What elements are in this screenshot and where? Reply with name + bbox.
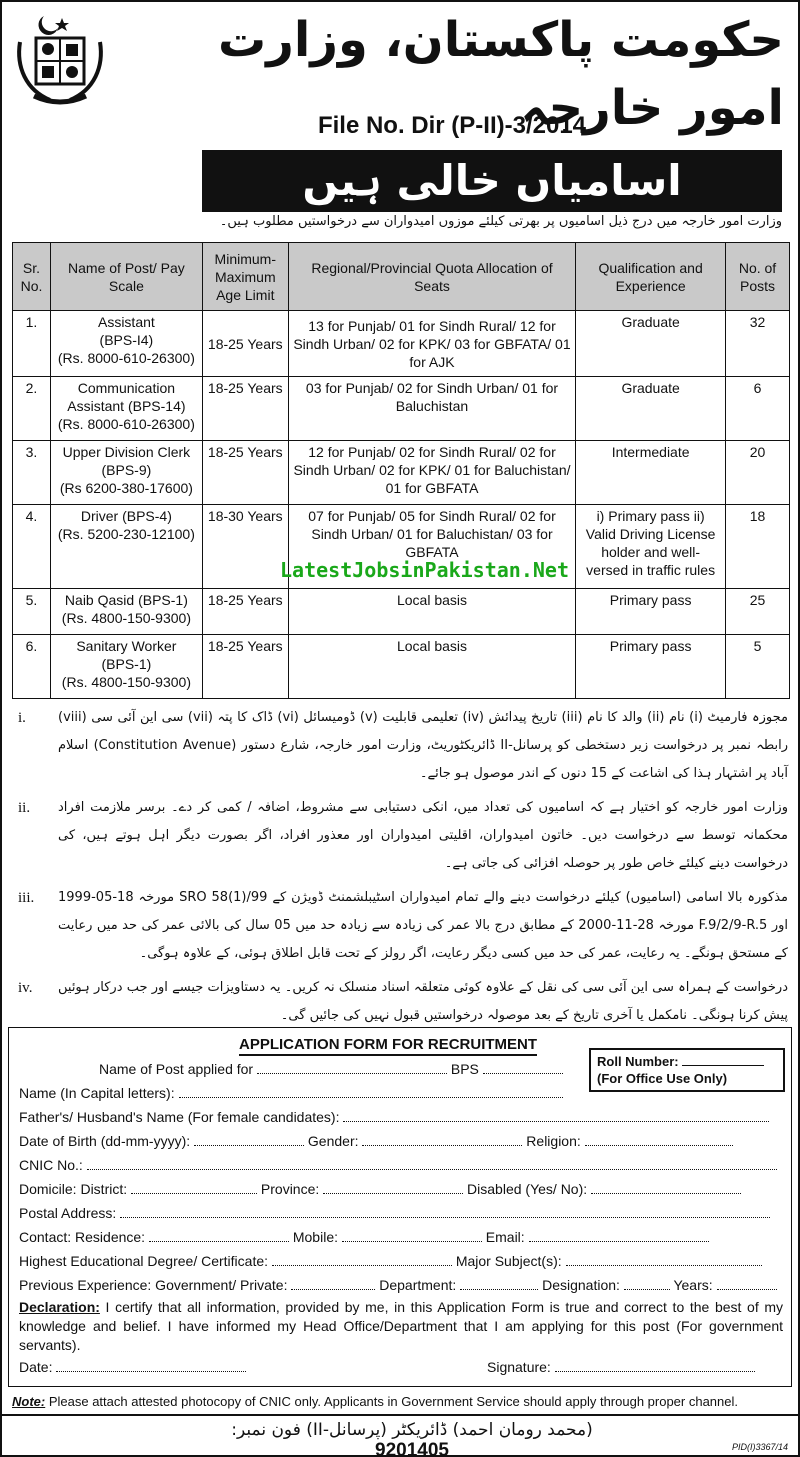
date-label: Date: [19,1359,53,1375]
row-age: 18-25 Years [202,635,288,699]
row-age: 18-25 Years [202,311,288,377]
office-use-note: (For Office Use Only) [597,1071,728,1086]
email-label: Email: [485,1229,525,1245]
table-row [13,311,790,377]
row-qualification: Graduate [576,377,726,441]
row-post [50,589,202,635]
list-item [18,974,788,1030]
row-quota: 12 for Punjab/ 02 for Sindh Rural/ 02 for Sindh Urban/ 02 for KPK/ 01 for Baluchistan/ 01 for GBFATA [288,441,575,505]
table-row [13,589,790,635]
row-post [50,505,202,589]
email-field[interactable] [529,1228,709,1242]
domicile-row [19,1180,741,1197]
post-scale: (BPS-1) [101,656,152,672]
intro-text: وزارت امور خارجہ میں درج ذیل اسامیوں پر بھرتی کیلئے موزوں امیدواران سے درخواستیں مطلوب ہیں۔ [219,214,782,229]
row-quota: Local basis [288,635,575,699]
gender-field[interactable] [362,1132,522,1146]
row-post [50,635,202,699]
degree-label: Highest Educational Degree/ Certificate: [19,1253,269,1269]
row-posts: 18 [726,505,790,589]
name-field[interactable] [179,1084,563,1098]
cnic-field[interactable] [87,1156,777,1170]
postal-address-row [19,1204,770,1221]
row-age: 18-25 Years [202,377,288,441]
major-field[interactable] [566,1252,762,1266]
row-posts: 32 [726,311,790,377]
state-emblem-icon [14,12,106,108]
application-form [8,1027,792,1387]
table-header-row [13,243,790,311]
post-scale: Assistant (BPS-14) [67,398,186,414]
row-sr: 6. [13,635,51,699]
phone-number: 9201405 [375,1440,449,1457]
row-posts: 6 [726,377,790,441]
header [2,2,798,205]
declaration-text: I certify that all information, provided by me, in this Application Form is true and correct to the best of my knowledge and belief. I have informed my Head Office/Department that I am applying for this post (For government servants). [19,1299,783,1353]
note-number: i. [18,710,26,726]
date-field[interactable] [56,1358,246,1372]
designation-label: Designation: [542,1277,620,1293]
instructions-list [18,704,788,1030]
post-name: Assistant [97,314,155,330]
father-name-row [19,1108,769,1125]
declaration [19,1298,783,1355]
residence-field[interactable] [149,1228,289,1242]
list-item [18,884,788,968]
signature-label: Signature: [487,1359,551,1375]
row-age: 18-25 Years [202,589,288,635]
post-scale: (BPS-I4) [99,332,154,348]
row-age: 18-30 Years [202,505,288,589]
row-post [50,441,202,505]
table-row [13,441,790,505]
post-pay: (Rs. 5200-230-12100) [57,526,195,542]
father-name-label: Father's/ Husband's Name (For female candidates): [19,1109,340,1125]
bps-field[interactable] [483,1060,563,1074]
degree-row [19,1252,762,1269]
row-qualification: i) Primary pass ii) Valid Driving License holder and well-versed in traffic rules [576,505,726,589]
note-text: درخواست کے ہمراہ سی این آئی سی کی نقل کے علاوہ کوئی متعلقہ اسناد منسلک نہ کریں۔ یہ دستاویزات جیسے اور جب درکار ہوئیں پیش کرنا ہونگی۔ نامکمل یا آخری تاریخ کے بعد موصولہ درخواستیں قبول نہیں کی جائیں گی۔ [58,980,788,1023]
province-label: Province: [260,1181,320,1197]
row-sr: 4. [13,505,51,589]
years-field[interactable] [717,1276,777,1290]
dob-field[interactable] [194,1132,304,1146]
gender-label: Gender: [307,1133,359,1149]
list-item [18,704,788,788]
name-label: Name (In Capital letters): [19,1085,175,1101]
director-contact [212,1420,612,1457]
list-item [18,794,788,878]
note-text: Please attach attested photocopy of CNIC only. Applicants in Government Service should apply through proper channel. [45,1394,738,1409]
row-sr: 3. [13,441,51,505]
row-posts: 5 [726,635,790,699]
row-post [50,311,202,377]
religion-field[interactable] [585,1132,733,1146]
bps-label: BPS [450,1061,479,1077]
row-qualification: Primary pass [576,589,726,635]
post-applied-row [99,1060,563,1077]
roll-number-box [589,1048,785,1092]
vacancies-table [12,242,790,699]
header-quota: Regional/Provincial Quota Allocation of Seats [288,243,575,311]
cnic-row [19,1156,777,1173]
table-row [13,635,790,699]
row-qualification: Intermediate [576,441,726,505]
postal-address-field[interactable] [120,1204,770,1218]
dob-row [19,1132,733,1149]
district-field[interactable] [131,1180,257,1194]
note-text: وزارت امور خارجہ کو اختیار ہے کہ اسامیوں کی تعداد میں، انکی دستیابی سے مشروط، اضافہ / کمی کر دے۔ برسر ملازمت افراد محکمانہ توسط سے درخواست دیں۔ خاتون امیدواران، اقلیتی امیدواران اور معذور افراد، اگر بصورت دیگر اہل ہوتے ہیں، کی درخواست دینے کیلئے خاص طور پر حوصلہ افزائی کی جاتی ہے۔ [58,800,788,871]
mobile-field[interactable] [342,1228,482,1242]
post-pay: (Rs. 4800-150-9300) [61,674,191,690]
declaration-title: Declaration: [19,1299,100,1315]
row-post [50,377,202,441]
mobile-label: Mobile: [292,1229,338,1245]
row-sr: 2. [13,377,51,441]
post-applied-label: Name of Post applied for [99,1061,254,1077]
cnic-label: CNIC No.: [19,1157,83,1173]
post-name: Upper Division Clerk [62,444,191,460]
footer-divider [2,1414,798,1416]
post-name: Naib Qasid (BPS-1) [64,592,188,608]
director-name: (محمد رومان احمد) ڈائریکٹر (پرسانل-II) فون نمبر: [231,1420,593,1440]
note-number: iii. [18,890,35,906]
row-quota: 07 for Punjab/ 05 for Sindh Rural/ 02 for Sindh Urban/ 01 for Baluchistan/ 03 for GBFATA [288,505,575,589]
row-quota: 13 for Punjab/ 01 for Sindh Rural/ 12 for Sindh Urban/ 02 for KPK/ 03 for GBFATA/ 01 for AJK [288,311,575,377]
row-posts: 20 [726,441,790,505]
note-line [12,1394,792,1409]
row-qualification: Graduate [576,311,726,377]
row-quota: Local basis [288,589,575,635]
date-row [19,1358,246,1375]
contact-label: Contact: Residence: [19,1229,146,1245]
department-field[interactable] [460,1276,538,1290]
post-name: Driver (BPS-4) [80,508,172,524]
row-qualification: Primary pass [576,635,726,699]
pid-number: PID(I)3367/14 [731,1442,788,1452]
name-row [19,1084,563,1101]
contact-row [19,1228,709,1245]
post-pay: (Rs 6200-380-17600) [59,480,193,496]
father-name-field[interactable] [343,1108,769,1122]
header-name: Name of Post/ Pay Scale [50,243,202,311]
disabled-field[interactable] [591,1180,741,1194]
domicile-label: Domicile: District: [19,1181,128,1197]
post-name: Communication [77,380,176,396]
religion-label: Religion: [526,1133,581,1149]
years-label: Years: [673,1277,713,1293]
file-number: File No. Dir (P-II)-3/2014 [317,112,587,139]
header-age: Minimum- Maximum Age Limit [202,243,288,311]
form-title: APPLICATION FORM FOR RECRUITMENT [239,1036,537,1056]
post-pay: (Rs. 8000-610-26300) [57,350,195,366]
department-label: Department: [379,1277,457,1293]
note-number: iv. [18,980,33,996]
row-age: 18-25 Years [202,441,288,505]
note-text: مذکورہ بالا اسامی (اسامیوں) کیلئے درخواست دینے والے تمام امیدواران اسٹیبلشمنٹ ڈویژن کے SRO 58(1)/99 مورخہ 18-05-1999 اور F.9/2/9-R.5 مورخہ 28-11-2000 کے مطابق درج بالا عمر کی زیادہ سے زیادہ حد میں 05 سال کی بالائی عمر کی حد میں رعایت کے مستحق ہونگے۔ یہ رعایت، عمر کی حد میں کسی دیگر رعایت، اگر رولز کے تحت قابل اطلاق ہوئی، کے علاوہ ہوگی۔ [58,890,789,961]
urdu-government-title: حکومت پاکستان، وزارت امور خارجہ [218,12,784,136]
roll-number-field[interactable] [682,1054,764,1066]
experience-label: Previous Experience: Government/ Private: [19,1277,288,1293]
row-sr: 1. [13,311,51,377]
post-pay: (Rs. 8000-610-26300) [57,416,195,432]
table-row [13,377,790,441]
disabled-label: Disabled (Yes/ No): [467,1181,588,1197]
website-watermark: LatestJobsinPakistan.Net [280,558,569,582]
note-text: مجوزہ فارمیٹ (i) نام (ii) والد کا نام (iii) تاریخ پیدائش (iv) تعلیمی قابلیت (v) ڈومیسائل (vi) ڈاک کا پتہ (vii) سی این آئی سی (viii) رابطہ نمبر پر درخواست زیر دستخطی کو پرسانل-II ڈائریکٹوریٹ، وزارت امور خارجہ، شارع دستور (Constitution Avenue) اسلام آباد پر اشتہار ہذا کی اشاعت کے 15 دنوں کے اندر موصول ہو جائے۔ [58,710,789,781]
experience-row [19,1276,777,1293]
postal-address-label: Postal Address: [19,1205,117,1221]
note-title: Note: [12,1394,46,1409]
province-field[interactable] [323,1180,463,1194]
header-sr: Sr. No. [13,243,51,311]
post-scale: (BPS-9) [101,462,152,478]
degree-field[interactable] [272,1252,452,1266]
header-qualification: Qualification and Experience [576,243,726,311]
experience-field[interactable] [291,1276,375,1290]
signature-field[interactable] [555,1358,755,1372]
row-posts: 25 [726,589,790,635]
roll-number-label: Roll Number: [597,1054,679,1069]
note-number: ii. [18,800,31,816]
row-quota: 03 for Punjab/ 02 for Sindh Urban/ 01 for Baluchistan [288,377,575,441]
major-label: Major Subject(s): [455,1253,562,1269]
post-name: Sanitary Worker [76,638,177,654]
post-applied-field[interactable] [257,1060,447,1074]
post-pay: (Rs. 4800-150-9300) [61,610,191,626]
row-sr: 5. [13,589,51,635]
designation-field[interactable] [624,1276,670,1290]
header-posts: No. of Posts [726,243,790,311]
vacancies-banner: اسامیاں خالی ہیں [202,150,782,212]
signature-row [487,1358,755,1375]
dob-label: Date of Birth (dd-mm-yyyy): [19,1133,191,1149]
